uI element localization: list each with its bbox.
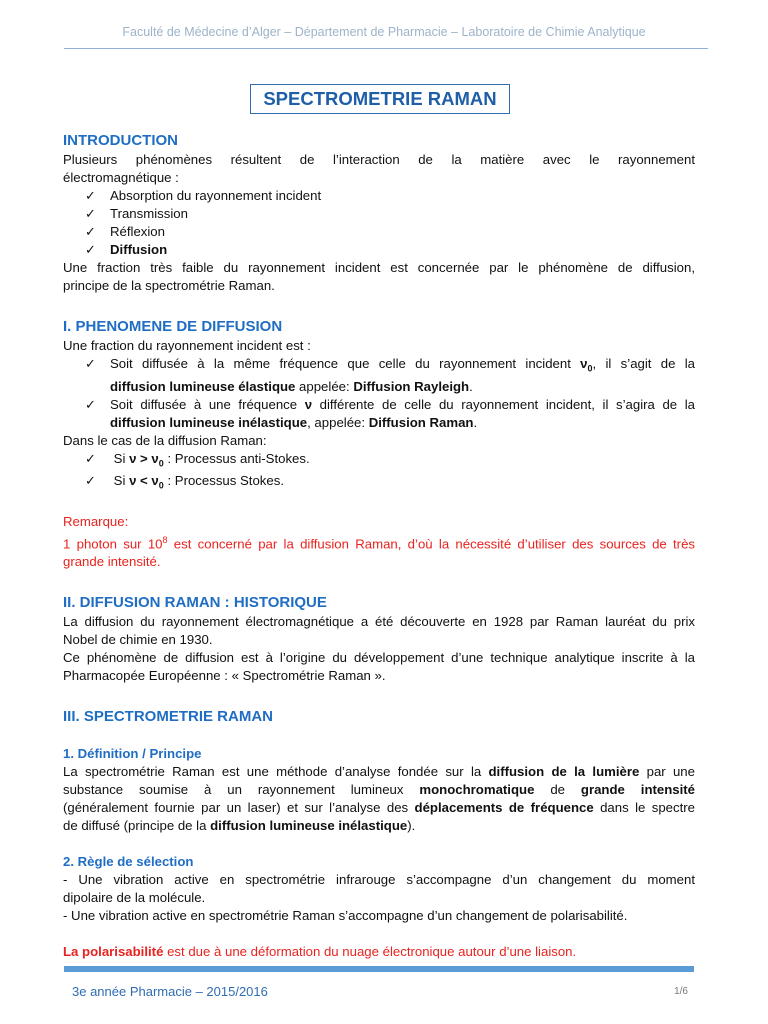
intro-checklist	[63, 187, 695, 259]
diffusion-types-list	[63, 355, 695, 432]
list-item: ✓ Absorption du rayonnement incident	[85, 188, 322, 203]
remark-line2: grande intensité.	[63, 554, 161, 570]
history-line1: La diffusion du rayonnement électromagnétique a été découverte en 1928 par Raman lauréat du prix	[63, 614, 695, 630]
check-icon: ✓	[85, 224, 96, 239]
intro-paragraph2-line1: Une fraction très faible du rayonnement incident est concernée par le phénomène de diffusion,	[63, 260, 695, 275]
check-icon: ✓	[85, 188, 96, 203]
section2-heading: II. DIFFUSION RAMAN : HISTORIQUE	[63, 594, 327, 612]
document-body	[63, 131, 695, 961]
page-number: 1/6	[674, 986, 688, 997]
check-icon: ✓	[85, 242, 96, 257]
history-line4: Pharmacopée Européenne : « Spectrométrie Raman ».	[63, 668, 386, 684]
header-divider	[64, 48, 708, 49]
footer-course: 3e année Pharmacie – 2015/2016	[72, 984, 268, 999]
definition-line4: de diffusé (principe de la diffusion lumineuse inélastique).	[63, 818, 416, 834]
check-icon: ✓	[85, 356, 96, 371]
definition-line1: La spectrométrie Raman est une méthode d’analyse fondée sur la diffusion de la lumière par une	[63, 764, 695, 780]
remark-title: Remarque:	[63, 513, 129, 529]
document-title: SPECTROMETRIE RAMAN	[250, 84, 510, 114]
remark-block	[63, 513, 695, 571]
selection-rule-line1: - Une vibration active en spectrométrie infrarouge s’accompagne d’un changement du moment	[63, 872, 695, 888]
section3-heading: III. SPECTROMETRIE RAMAN	[63, 708, 274, 726]
check-icon: ✓	[85, 450, 96, 466]
intro-paragraph-line2: électromagnétique :	[63, 170, 179, 185]
raman-lead: Dans le cas de la diffusion Raman:	[63, 432, 267, 448]
intro-paragraph-line1: Plusieurs phénomènes résultent de l’interaction de la matière avec le rayonnement	[63, 152, 695, 167]
selection-rule-line2: dipolaire de la molécule.	[63, 890, 206, 906]
list-item: ✓ Réflexion	[85, 224, 165, 239]
history-line3: Ce phénomène de diffusion est à l’origine du développement d’une technique analytique inscrite à la	[63, 650, 695, 666]
definition-heading: 1. Définition / Principe	[63, 746, 202, 762]
remark-line1: 1 photon sur $10^8$ est concerné par la diffusion Raman, d’où la nécessité d’utiliser des sources de très	[63, 534, 695, 552]
list-item: ✓ Diffusion	[85, 242, 168, 257]
section1-heading: I. PHENOMENE DE DIFFUSION	[63, 318, 283, 335]
selection-rule-line3: - Une vibration active en spectrométrie Raman s’accompagne d’un changement de polarisabilité.	[63, 908, 628, 924]
history-line2: Nobel de chimie en 1930.	[63, 632, 213, 648]
intro-heading: INTRODUCTION	[63, 132, 178, 149]
intro-paragraph2-line2: principe de la spectrométrie Raman.	[63, 278, 275, 293]
polarisability-note: La polarisabilité est due à une déformation du nuage électronique autour d’une liaison.	[63, 944, 577, 960]
selection-rule-heading: 2. Règle de sélection	[63, 854, 194, 870]
list-item-stokes: ✓ Si $\nu < \nu_0$ : Processus Stokes.	[85, 473, 284, 491]
list-item-rayleigh: ✓ Soit diffusée à la même fréquence que celle du rayonnement incident $\nu_0$, il s’agit de la diffusion lumineuse élastique appelée: Diffusion Rayleigh.	[85, 356, 695, 394]
footer-divider	[64, 966, 694, 972]
section1-lead: Une fraction du rayonnement incident est :	[63, 338, 311, 353]
check-icon: ✓	[85, 473, 96, 489]
check-icon: ✓	[85, 396, 96, 412]
list-item: ✓ Transmission	[85, 206, 188, 221]
list-item-anti-stokes: ✓ Si $\nu > \nu_0$ : Processus anti-Stokes.	[85, 450, 310, 469]
check-icon: ✓	[85, 206, 96, 221]
stokes-list	[63, 450, 695, 495]
definition-line2: substance soumise à un rayonnement lumineux monochromatique de grande intensité	[63, 782, 695, 798]
list-item-raman: ✓ Soit diffusée à une fréquence ν différente de celle du rayonnement incident, il s’agira de la diffusion lumineuse inélastique, appelée: Diffusion Raman.	[85, 396, 695, 430]
page-header: Faculté de Médecine d’Alger – Département de Pharmacie – Laboratoire de Chimie Analytique	[122, 25, 646, 39]
definition-line3: (généralement fournie par un laser) et sur l’analyse des déplacements de fréquence dans le spectre	[63, 800, 695, 816]
